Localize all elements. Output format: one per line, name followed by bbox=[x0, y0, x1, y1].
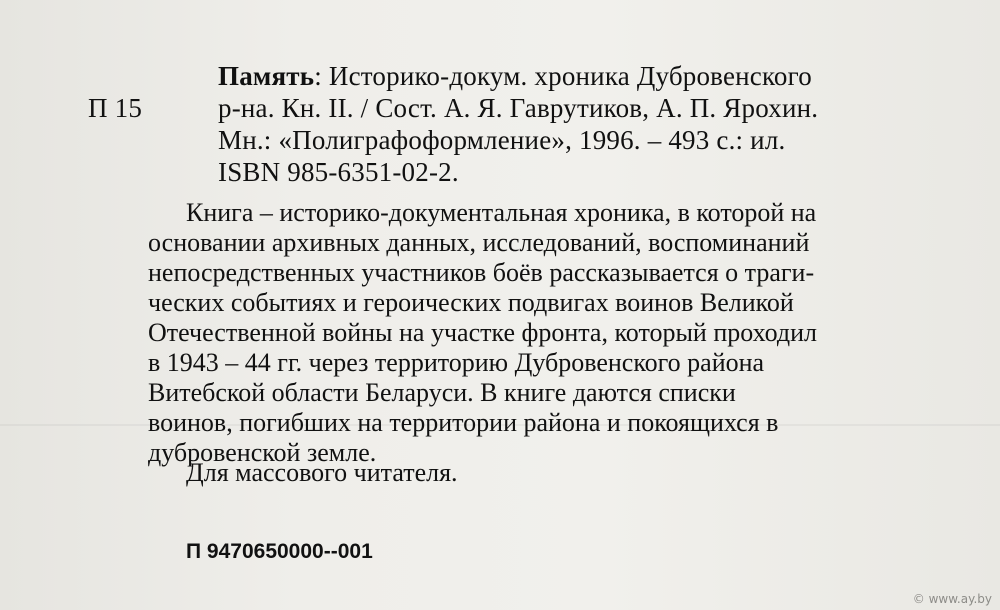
target-audience: Для массового читателя. bbox=[186, 458, 458, 487]
book-title: Память bbox=[218, 61, 315, 91]
biblio-line-3 bbox=[70, 124, 960, 156]
biblio-line-2 bbox=[70, 92, 960, 124]
biblio-authors: р-на. Кн. II. / Сост. А. Я. Гаврутиков, А. П. Ярохин. bbox=[218, 93, 819, 123]
bibliographic-record bbox=[70, 60, 960, 188]
annotation bbox=[148, 198, 908, 468]
biblio-line-1 bbox=[70, 60, 960, 92]
biblio-publisher: Мн.: «Полиграфоформление», 1996. – 493 с.: ил. bbox=[218, 125, 786, 155]
annotation-line: Отечественной войны на участке фронта, который проходил bbox=[148, 318, 817, 347]
site-watermark: © www.ay.by bbox=[912, 592, 992, 606]
publication-code: П 9470650000--001 bbox=[186, 540, 373, 563]
biblio-title-rest: : Историко-докум. хроника Дубровенского bbox=[314, 61, 812, 91]
annotation-line: ческих событиях и героических подвигах воинов Великой bbox=[148, 288, 794, 317]
annotation-line: дубровенской земле. bbox=[148, 438, 377, 467]
annotation-line: непосредственных участников боёв рассказывается о траги- bbox=[148, 258, 815, 287]
isbn: ISBN 985-6351-02-2. bbox=[218, 157, 459, 187]
annotation-line: Витебской области Беларуси. В книге даются списки bbox=[148, 378, 736, 407]
annotation-line: воинов, погибших на территории района и покоящихся в bbox=[148, 408, 779, 437]
annotation-line: в 1943 – 44 гг. через территорию Дубровенского района bbox=[148, 348, 765, 377]
annotation-line: Книга – историко-документальная хроника, в которой на bbox=[186, 198, 817, 227]
biblio-line-4 bbox=[70, 156, 960, 188]
annotation-line: основании архивных данных, исследований, воспоминаний bbox=[148, 228, 810, 257]
library-index: П 15 bbox=[88, 93, 143, 123]
